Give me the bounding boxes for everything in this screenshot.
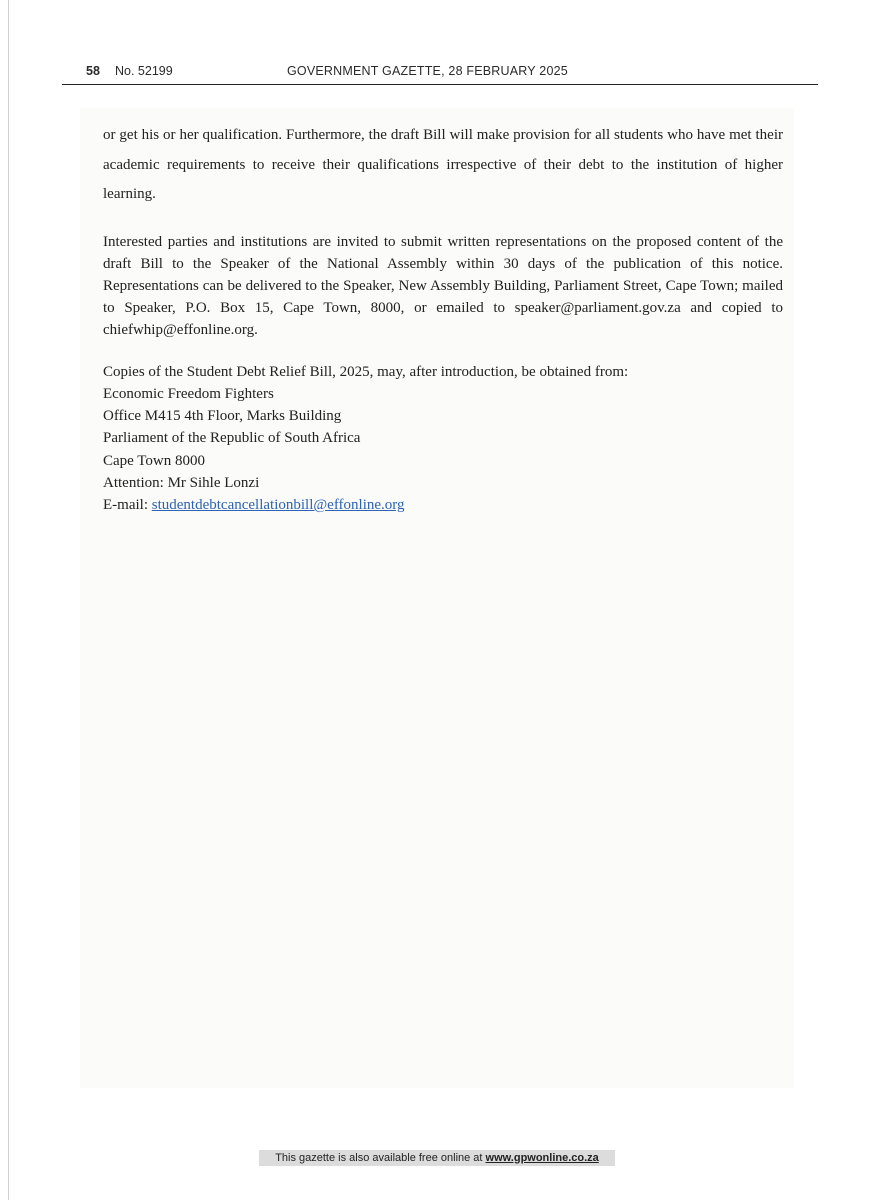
parliament-name: Parliament of the Republic of South Africa [103,430,361,447]
contact-address-block [103,361,783,517]
copies-intro: Copies of the Student Debt Relief Bill, 2025, may, after introduction, be obtained from: [103,363,629,380]
page-number: 58 [86,64,100,78]
notice-content [103,121,783,517]
issue-number: No. 52199 [115,64,173,78]
city-postal-code: Cape Town 8000 [103,452,205,469]
email-label: E-mail: [103,497,152,514]
paragraph-qualification: or get his or her qualification. Furthermore, the draft Bill will make provision for all students who have met their academic requirements to receive their qualifications irrespective of their debt to the institution of higher learning. [103,127,783,202]
footer-text: This gazette is also available free online at [275,1152,486,1164]
organization-name: Economic Freedom Fighters [103,385,274,402]
email-link[interactable]: studentdebtcancellationbill@effonline.org [151,497,405,514]
office-address: Office M415 4th Floor, Marks Building [103,408,342,425]
page-header [62,62,818,85]
paragraph-representations: Interested parties and institutions are invited to submit written representations on the proposed content of the draft Bill to the Speaker of the National Assembly within 30 days of the publication of this notice. Representations can be delivered to the Speaker, New Assembly Building, Parliament Street, Cape Town; mailed to Speaker, P.O. Box 15, Cape Town, 8000, or emailed to speaker@parliament.gov.za and copied to chiefwhip@effonline.org. [103,233,783,338]
attention-line: Attention: Mr Sihle Lonzi [103,474,260,491]
footer-banner [259,1150,615,1166]
footer-link[interactable]: www.gpwonline.co.za [485,1152,599,1164]
gazette-title: GOVERNMENT GAZETTE, 28 FEBRUARY 2025 [287,64,568,78]
email-line [103,494,783,516]
